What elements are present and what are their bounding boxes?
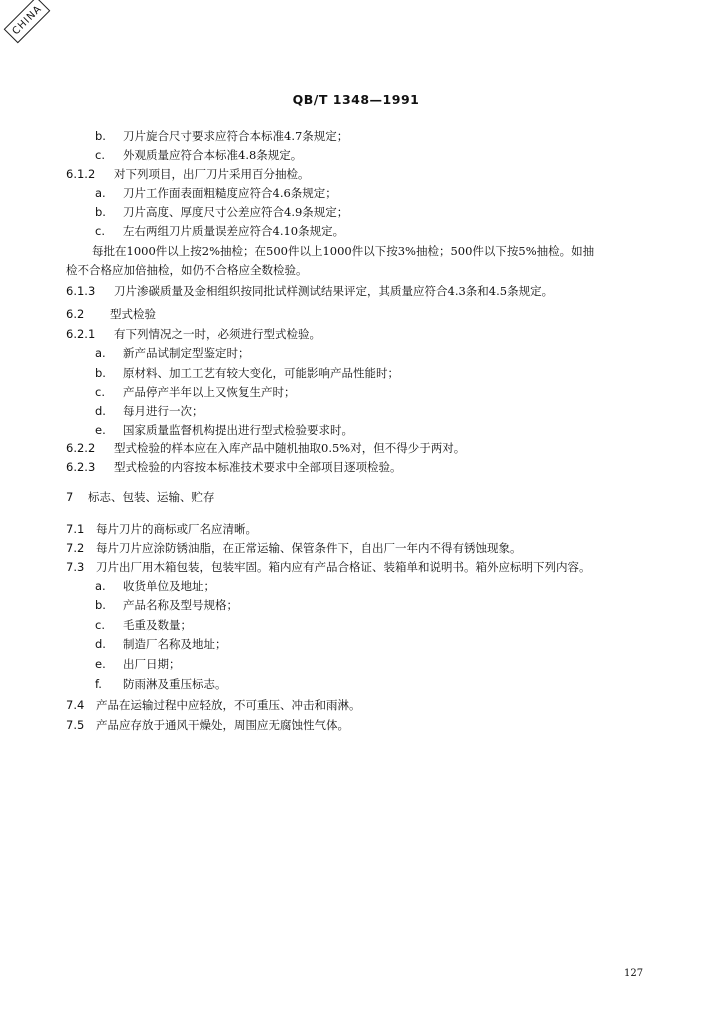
text-line <box>66 327 321 341</box>
text-line <box>95 618 192 632</box>
clause-text: 有下列情况之一时，必须进行型式检验。 <box>114 327 321 341</box>
text-line <box>95 404 204 418</box>
text-line <box>95 148 302 162</box>
text-line <box>66 490 215 504</box>
clause-text: 刀片出厂用木箱包装，包装牢固。箱内应有产品合格证、装箱单和说明书。箱外应标明下列内容。 <box>96 560 591 574</box>
text-line <box>66 284 553 298</box>
text-line <box>95 205 348 219</box>
text-line <box>66 460 402 474</box>
text-line <box>95 385 296 399</box>
clause-number: c. <box>95 385 105 399</box>
clause-number: d. <box>95 637 106 651</box>
text-line <box>95 579 215 593</box>
clause-number: 7.4 <box>66 698 85 712</box>
clause-text: 毛重及数量； <box>123 618 192 632</box>
clause-number: b. <box>95 598 106 612</box>
clause-number: c. <box>95 618 105 632</box>
text-line <box>95 598 238 612</box>
clause-number: b. <box>95 205 106 219</box>
text-line <box>95 129 348 143</box>
clause-number: b. <box>95 129 106 143</box>
clause-number: 6.1.3 <box>66 284 96 298</box>
clause-number: e. <box>95 423 106 437</box>
text-line <box>95 366 399 380</box>
clause-text: 每批在1000件以上按2%抽检；在500件以上1000件以下按3%抽检；500件以下按5%抽检。如抽 <box>92 244 595 258</box>
clause-text: 型式检验的样本应在入库产品中随机抽取0.5%对，但不得少于两对。 <box>114 441 466 455</box>
text-line <box>66 167 310 181</box>
clause-text: 刀片工作面表面粗糙度应符合4.6条规定； <box>123 186 337 200</box>
text-line <box>66 263 308 277</box>
clause-text: 对下列项目，出厂刀片采用百分抽检。 <box>114 167 310 181</box>
clause-text: 制造厂名称及地址； <box>123 637 227 651</box>
clause-text: 产品在运输过程中应轻放，不可重压、冲击和雨淋。 <box>96 698 361 712</box>
clause-number: 6.2 <box>66 307 85 321</box>
text-line <box>66 307 156 321</box>
clause-number: e. <box>95 657 106 671</box>
clause-number: 7 <box>66 490 74 504</box>
text-line <box>66 541 522 555</box>
clause-text: 产品停产半年以上又恢复生产时； <box>123 385 296 399</box>
clause-text: 刀片高度、厚度尺寸公差应符合4.9条规定； <box>123 205 349 219</box>
clause-number: f. <box>95 677 102 691</box>
clause-text: 检不合格应加倍抽检，如仍不合格应全数检验。 <box>66 263 308 277</box>
clause-number: 7.2 <box>66 541 85 555</box>
clause-text: 标志、包装、运输、贮存 <box>88 490 215 504</box>
clause-text: 防雨淋及重压标志。 <box>123 677 227 691</box>
clause-number: 6.2.1 <box>66 327 96 341</box>
clause-text: 每片刀片的商标或厂名应清晰。 <box>96 522 257 536</box>
text-line <box>95 423 353 437</box>
clause-text: 左右两组刀片质量误差应符合4.10条规定。 <box>123 224 345 238</box>
clause-text: 每月进行一次； <box>123 404 204 418</box>
text-line <box>66 698 361 712</box>
clause-text: 刀片旋合尺寸要求应符合本标准4.7条规定； <box>123 129 349 143</box>
text-line <box>95 224 344 238</box>
clause-text: 产品名称及型号规格； <box>123 598 238 612</box>
clause-number: d. <box>95 404 106 418</box>
clause-text: 新产品试制定型鉴定时； <box>123 346 250 360</box>
clause-text: 型式检验 <box>110 307 156 321</box>
clause-number: b. <box>95 366 106 380</box>
text-line <box>95 677 227 691</box>
page-number: 127 <box>624 968 644 979</box>
clause-number: 6.2.3 <box>66 460 96 474</box>
clause-number: a. <box>95 579 106 593</box>
clause-text: 收货单位及地址； <box>123 579 215 593</box>
clause-number: 7.1 <box>66 522 85 536</box>
text-line <box>95 657 181 671</box>
text-line <box>95 346 250 360</box>
clause-text: 刀片渗碳质量及金相组织按同批试样测试结果评定，其质量应符合4.3条和4.5条规定。 <box>114 284 554 298</box>
clause-number: c. <box>95 148 105 162</box>
china-stamp: CHINA <box>4 0 51 43</box>
clause-number: 6.2.2 <box>66 441 96 455</box>
clause-text: 每片刀片应涂防锈油脂，在正常运输、保管条件下，自出厂一年内不得有锈蚀现象。 <box>96 541 522 555</box>
clause-text: 国家质量监督机构提出进行型式检验要求时。 <box>123 423 353 437</box>
text-line <box>66 441 465 455</box>
clause-number: c. <box>95 224 105 238</box>
clause-text: 外观质量应符合本标准4.8条规定。 <box>123 148 303 162</box>
clause-number: 6.1.2 <box>66 167 96 181</box>
clause-text: 原材料、加工工艺有较大变化，可能影响产品性能时； <box>123 366 399 380</box>
document-header: QB/T 1348—1991 <box>292 92 420 107</box>
text-line <box>92 244 594 258</box>
clause-number: 7.5 <box>66 718 85 732</box>
text-line <box>66 718 349 732</box>
text-line <box>66 560 591 574</box>
clause-number: a. <box>95 346 106 360</box>
text-line <box>95 186 337 200</box>
text-line <box>66 522 257 536</box>
clause-text: 型式检验的内容按本标准技术要求中全部项目逐项检验。 <box>114 460 402 474</box>
clause-number: 7.3 <box>66 560 85 574</box>
clause-text: 产品应存放于通风干燥处，周围应无腐蚀性气体。 <box>96 718 349 732</box>
text-line <box>95 637 227 651</box>
clause-number: a. <box>95 186 106 200</box>
clause-text: 出厂日期； <box>123 657 181 671</box>
